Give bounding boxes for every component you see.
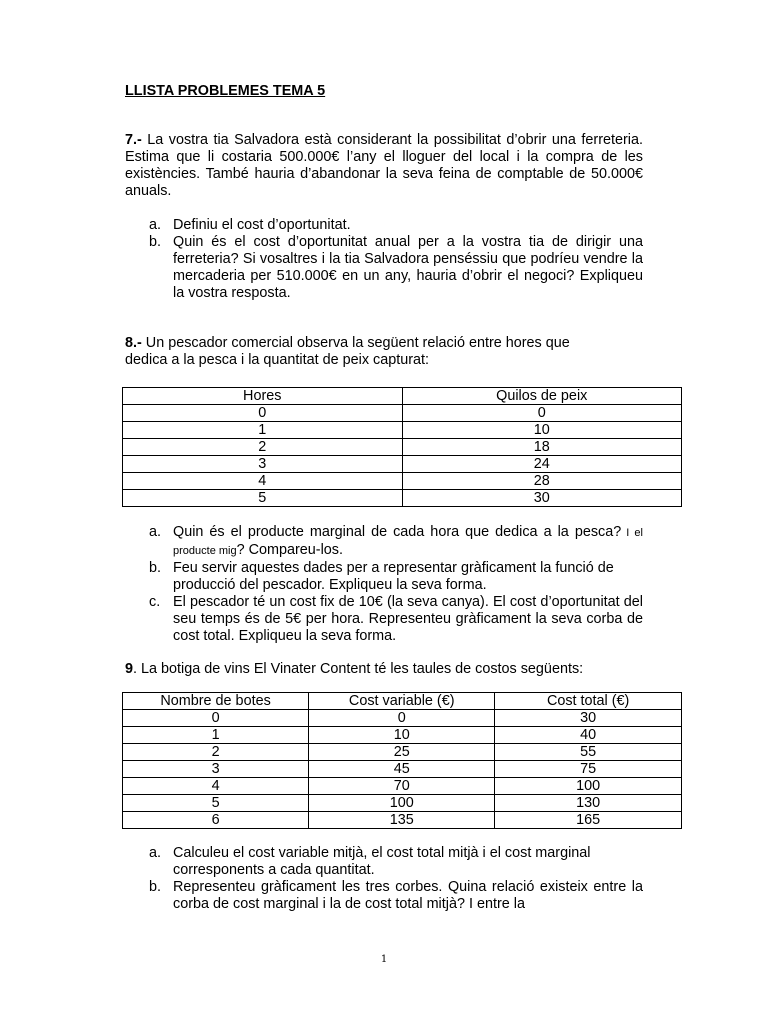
problem-9-items — [125, 845, 643, 913]
problem-8-statement — [125, 335, 615, 369]
table-cell: 40 — [495, 727, 682, 744]
item-text: Quin és el cost d’oportunitat anual per a la vostra tia de dirigir una ferreteria? Si vosaltres i la tia Salvadora penséssiu que podríeu vendre la mercaderia per 510.000€ en un any, hauria d’obrir el negoci? Expliqueu la vostra resposta. — [173, 234, 643, 301]
table-cell: 2 — [123, 439, 403, 456]
table-cell: 0 — [123, 405, 403, 422]
table-cell: 30 — [402, 490, 682, 507]
table-cell: 6 — [123, 812, 309, 829]
table-cell: 3 — [123, 456, 403, 473]
problem-9-text: . La botiga de vins El Vinater Content té les taules de costos següents: — [133, 661, 584, 677]
table-cell: 1 — [123, 727, 309, 744]
table-row — [123, 405, 682, 422]
problem-7-text: La vostra tia Salvadora està considerant la possibilitat d’obrir una ferreteria. Estima que li costaria 500.000€ l’any el lloguer del local i la compra de les existències. També hauria d’abandonar la seva feina de comptable de 50.000€ anuals. — [125, 132, 643, 199]
problem-9-item-b — [149, 879, 643, 913]
table-cell: 4 — [123, 473, 403, 490]
table-cell: 75 — [495, 761, 682, 778]
table-row — [123, 439, 682, 456]
problem-7-number: 7.- — [125, 132, 142, 148]
item-marker: b. — [149, 879, 162, 895]
table-row — [123, 812, 682, 829]
table-cell: 4 — [123, 778, 309, 795]
problem-8-number: 8.- — [125, 335, 142, 351]
column-header: Cost variable (€) — [309, 693, 495, 710]
column-header: Hores — [123, 388, 403, 405]
table-cell: 2 — [123, 744, 309, 761]
item-small-text: I el producte mig — [173, 527, 643, 557]
table-cell: 5 — [123, 795, 309, 812]
table-cell: 130 — [495, 795, 682, 812]
column-header: Nombre de botes — [123, 693, 309, 710]
table-cell: 28 — [402, 473, 682, 490]
page-number: 1 — [380, 954, 388, 965]
problem-8-item-b — [149, 560, 643, 594]
problem-8-item-a — [149, 524, 643, 560]
item-text-tail: ? Compareu-los. — [236, 542, 343, 558]
table-cell: 135 — [309, 812, 495, 829]
item-text: Quin és el producte marginal de cada hora que dedica a la pesca? — [173, 524, 622, 540]
item-marker: b. — [149, 234, 162, 250]
table-cell: 18 — [402, 439, 682, 456]
table-header-row — [123, 388, 682, 405]
problem-7-item-b — [149, 234, 643, 302]
table-cell: 165 — [495, 812, 682, 829]
table-row — [123, 727, 682, 744]
table-cell: 24 — [402, 456, 682, 473]
item-text: Calculeu el cost variable mitjà, el cost total mitjà i el cost marginal corresponents a cada quantitat. — [173, 845, 591, 878]
problem-8-items — [125, 524, 643, 645]
table-row — [123, 795, 682, 812]
wine-cost-table — [122, 692, 682, 829]
problem-9-number: 9 — [125, 661, 134, 677]
problem-9-statement — [125, 661, 643, 678]
table-row — [123, 744, 682, 761]
problem-7-item-a — [149, 217, 643, 234]
table-cell: 10 — [309, 727, 495, 744]
fishing-table — [122, 387, 682, 507]
table-cell: 5 — [123, 490, 403, 507]
table-cell: 45 — [309, 761, 495, 778]
column-header: Quilos de peix — [402, 388, 682, 405]
table-cell: 25 — [309, 744, 495, 761]
column-header: Cost total (€) — [495, 693, 682, 710]
table-cell: 100 — [309, 795, 495, 812]
document-title: LLISTA PROBLEMES TEMA 5 — [125, 83, 326, 99]
problem-8-text: Un pescador comercial observa la següent relació entre hores que dedica a la pesca i la quantitat de peix capturat: — [125, 335, 570, 368]
table-header-row — [123, 693, 682, 710]
item-text: Definiu el cost d’oportunitat. — [173, 217, 351, 233]
document-page — [125, 83, 643, 913]
table-row — [123, 473, 682, 490]
table-row — [123, 456, 682, 473]
item-text: Feu servir aquestes dades per a representar gràficament la funció de producció del pescador. Expliqueu la seva forma. — [173, 560, 614, 593]
problem-7-items — [125, 217, 643, 302]
table-cell: 30 — [495, 710, 682, 727]
table-cell: 10 — [402, 422, 682, 439]
item-marker: a. — [149, 524, 162, 540]
table-row — [123, 761, 682, 778]
problem-8-item-c — [149, 594, 643, 645]
problem-7-statement — [125, 132, 643, 200]
item-marker: a. — [149, 217, 162, 233]
table-row — [123, 490, 682, 507]
problem-9-item-a — [149, 845, 643, 879]
table-row — [123, 710, 682, 727]
table-cell: 0 — [402, 405, 682, 422]
table-cell: 1 — [123, 422, 403, 439]
item-marker: b. — [149, 560, 162, 576]
item-marker: a. — [149, 845, 162, 861]
table-cell: 70 — [309, 778, 495, 795]
table-row — [123, 422, 682, 439]
table-cell: 0 — [123, 710, 309, 727]
table-cell: 0 — [309, 710, 495, 727]
table-cell: 3 — [123, 761, 309, 778]
table-cell: 55 — [495, 744, 682, 761]
item-text: Representeu gràficament les tres corbes. Quina relació existeix entre la corba de cost marginal i la de cost total mitjà? I entre la — [173, 879, 643, 912]
table-cell: 100 — [495, 778, 682, 795]
item-text: El pescador té un cost fix de 10€ (la seva canya). El cost d’oportunitat del seu temps és de 5€ per hora. Representeu gràficament la seva corba de cost total. Expliqueu la seva forma. — [173, 594, 643, 644]
item-marker: c. — [149, 594, 161, 610]
table-row — [123, 778, 682, 795]
